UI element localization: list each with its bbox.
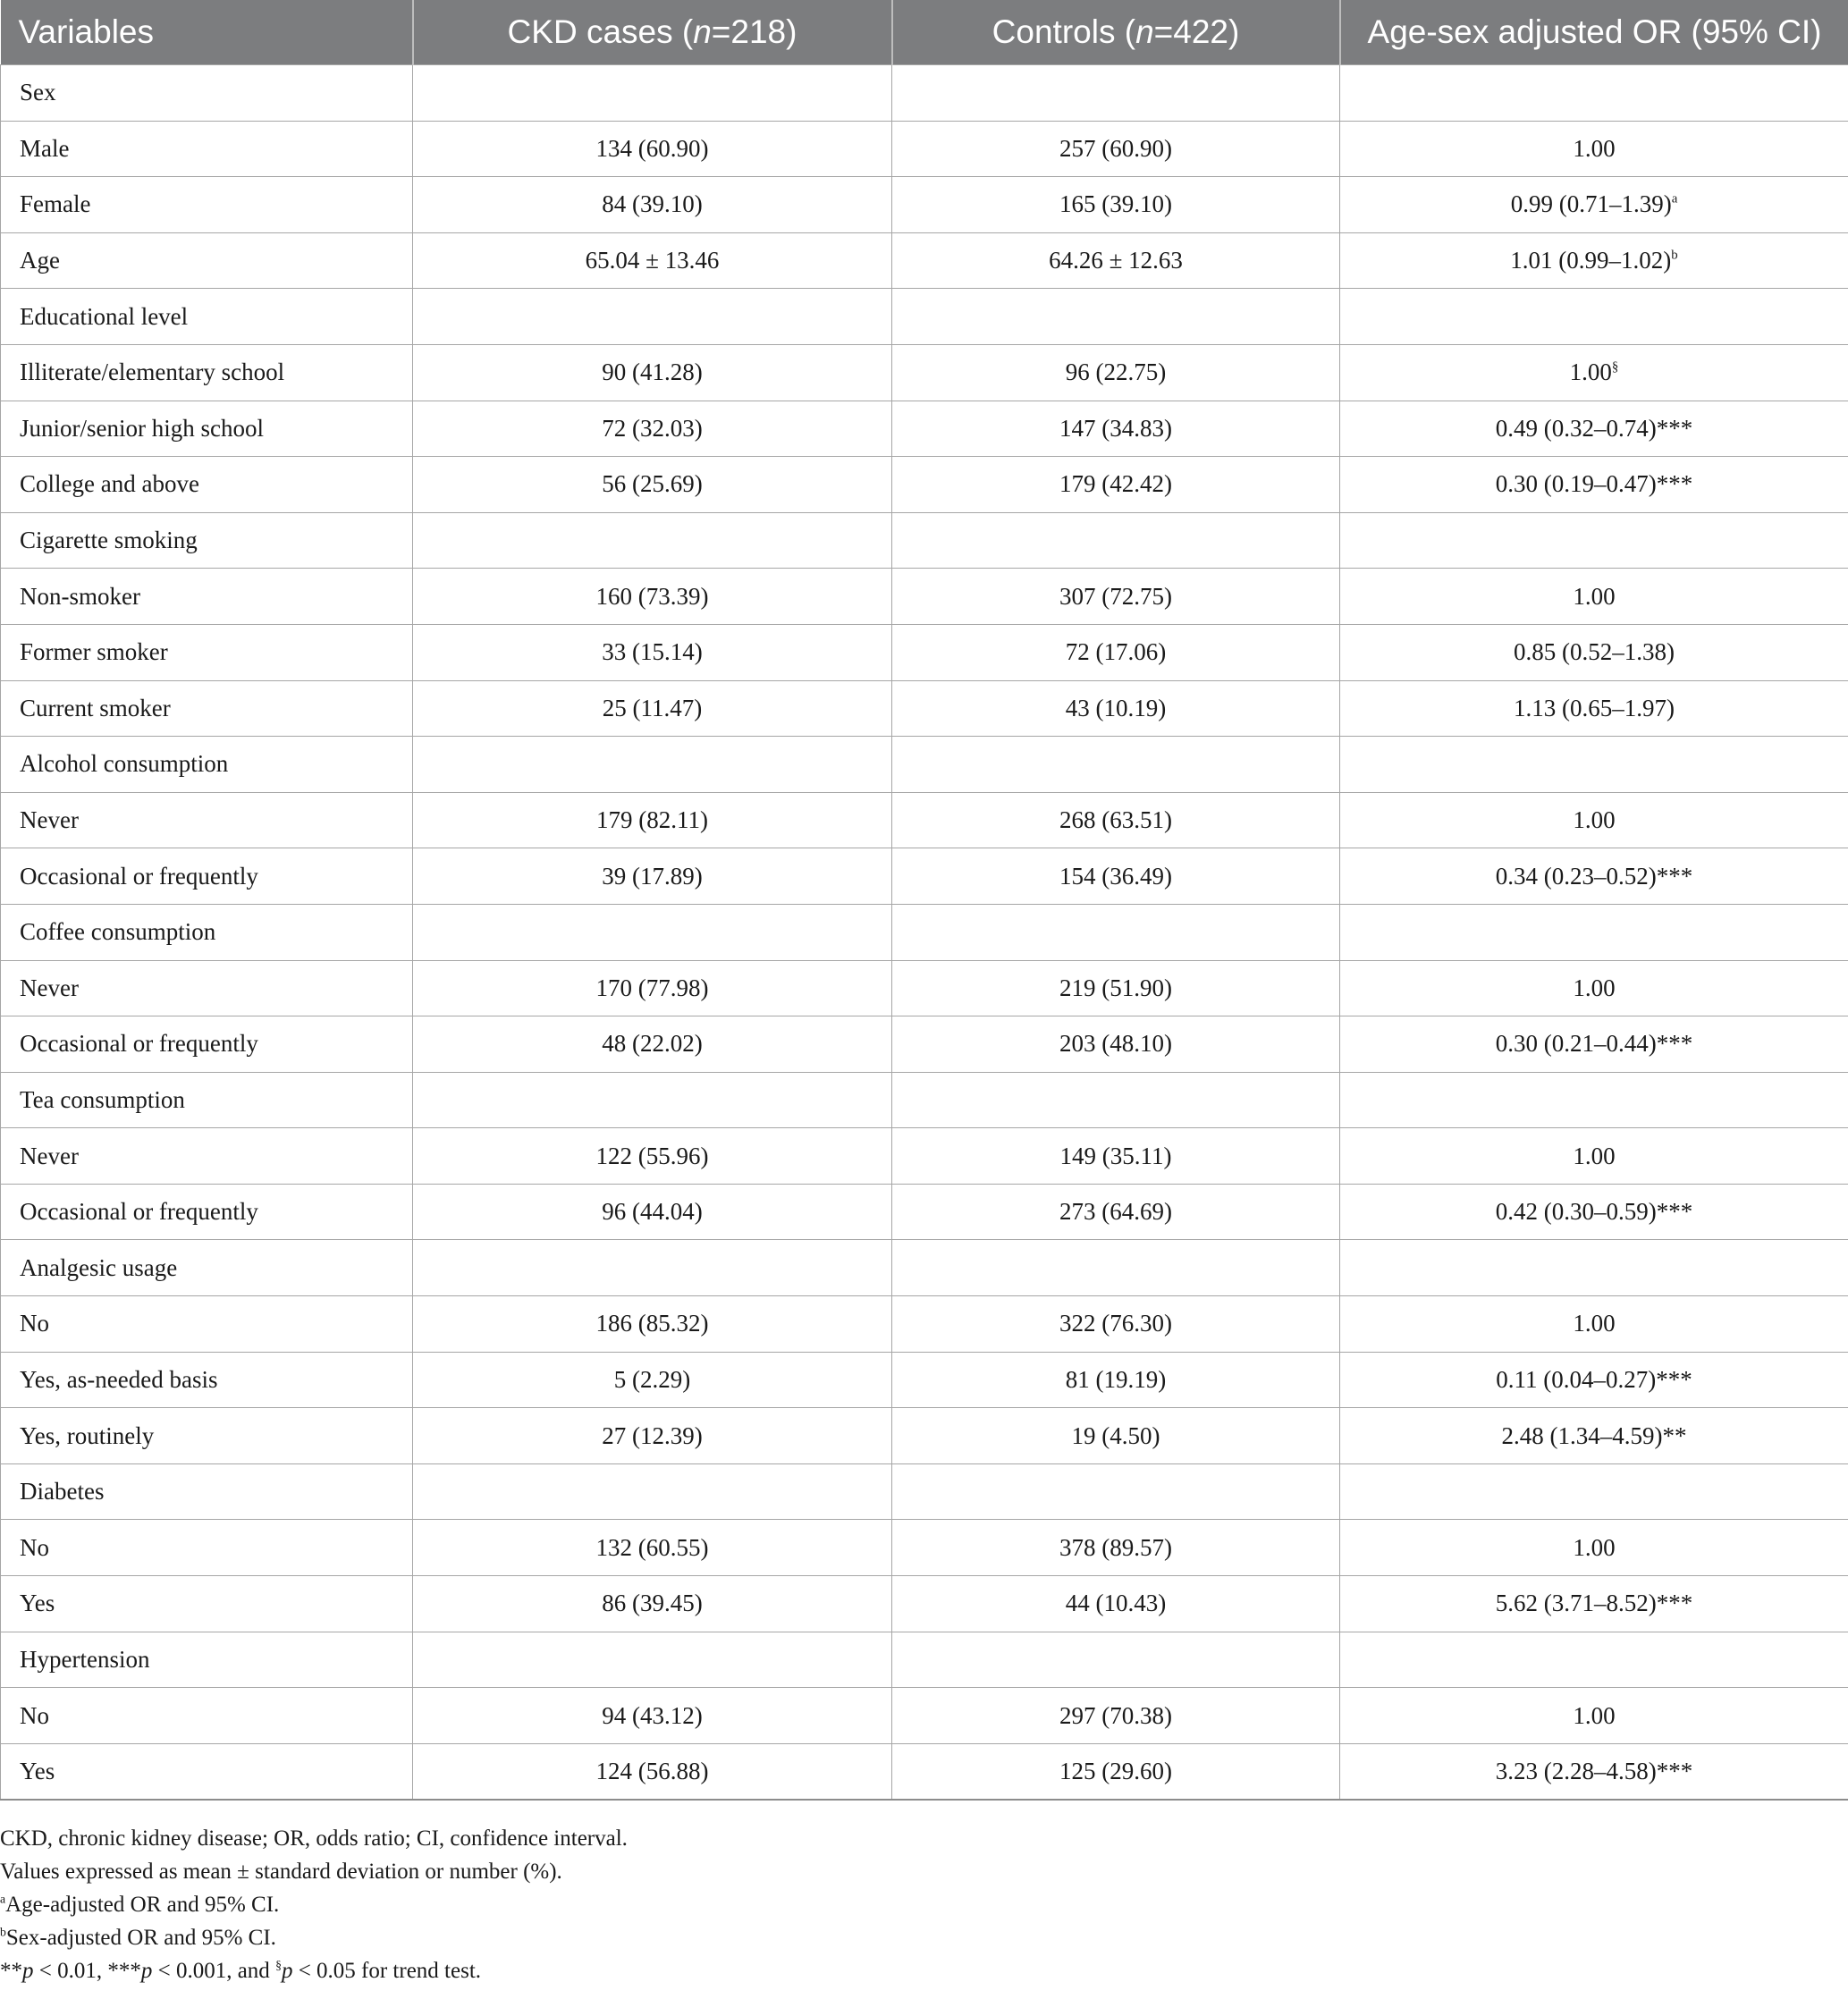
cell-controls-text: 125 (29.60) — [1059, 1758, 1172, 1785]
row-label-text: Yes — [20, 1758, 55, 1785]
footnote-a — [0, 1888, 1848, 1921]
row-label-text: Yes — [20, 1590, 55, 1617]
row-label — [1, 1184, 413, 1240]
cell-ckd-cases-text: 170 (77.98) — [595, 974, 709, 1001]
table-row — [1, 457, 1848, 513]
cell-controls-text: 179 (42.42) — [1059, 470, 1172, 498]
cell-ckd-cases — [413, 848, 892, 905]
cell-controls — [892, 1576, 1340, 1632]
cell-ckd-cases — [413, 904, 892, 960]
cell-ckd-cases-text: 86 (39.45) — [602, 1590, 703, 1617]
cell-adjusted-or — [1340, 65, 1848, 122]
cell-ckd-cases — [413, 457, 892, 513]
cell-controls — [892, 1240, 1340, 1296]
table-row — [1, 1016, 1848, 1073]
cell-controls-text: 72 (17.06) — [1065, 638, 1167, 666]
cell-controls-text: 257 (60.90) — [1059, 134, 1172, 162]
row-label-text: Current smoker — [20, 694, 171, 721]
cell-ckd-cases-text: 72 (32.03) — [602, 414, 703, 442]
row-label — [1, 1296, 413, 1353]
table-row — [1, 1184, 1848, 1240]
cell-adjusted-or-text: 0.34 (0.23–0.52) — [1495, 862, 1657, 890]
cell-adjusted-or — [1340, 289, 1848, 345]
row-label-text: Age — [20, 247, 60, 274]
cell-ckd-cases-text: 5 (2.29) — [613, 1365, 691, 1393]
cell-controls-text: 147 (34.83) — [1059, 414, 1172, 442]
cell-significance-stars: ** — [1662, 1421, 1687, 1449]
cell-ckd-cases — [413, 512, 892, 569]
cell-adjusted-or — [1340, 737, 1848, 793]
row-label-text: Alcohol consumption — [20, 750, 229, 778]
cell-adjusted-or-text: 0.49 (0.32–0.74) — [1495, 414, 1657, 442]
footnote-b-text: Sex-adjusted OR and 95% CI. — [5, 1926, 276, 1950]
row-label-text: Coffee consumption — [20, 918, 216, 946]
table-row — [1, 904, 1848, 960]
cell-adjusted-or — [1340, 232, 1848, 289]
row-label — [1, 624, 413, 680]
header-ckd-n: n — [693, 13, 712, 50]
cell-ckd-cases — [413, 121, 892, 177]
table-row — [1, 289, 1848, 345]
cell-adjusted-or — [1340, 1520, 1848, 1576]
cell-significance-stars: *** — [1656, 1365, 1692, 1393]
table-row — [1, 1520, 1848, 1576]
cell-ckd-cases — [413, 1576, 892, 1632]
footnote-sig-p2: p — [140, 1959, 153, 1983]
cell-footnote-mark: b — [1671, 248, 1678, 263]
cell-significance-stars: *** — [1656, 1030, 1693, 1058]
cell-ckd-cases — [413, 1240, 892, 1296]
footnote-values: Values expressed as mean ± standard deviation or number (%). — [0, 1860, 562, 1884]
cell-controls — [892, 569, 1340, 625]
cell-ckd-cases — [413, 401, 892, 457]
table-row — [1, 569, 1848, 625]
cell-controls — [892, 512, 1340, 569]
cell-adjusted-or-text: 1.00 — [1573, 1533, 1616, 1561]
cell-adjusted-or-text: 1.00 — [1573, 1310, 1616, 1337]
cell-ckd-cases — [413, 1688, 892, 1744]
cell-controls — [892, 401, 1340, 457]
footnote-significance — [0, 1954, 1848, 1987]
row-label — [1, 1688, 413, 1744]
header-controls — [892, 0, 1340, 65]
cell-adjusted-or — [1340, 1352, 1848, 1408]
row-label — [1, 1743, 413, 1800]
cell-ckd-cases-text: 122 (55.96) — [595, 1142, 709, 1169]
footnote-sig-t1: < 0.01, — [33, 1959, 108, 1983]
cell-significance-stars: *** — [1656, 1758, 1693, 1785]
table-body — [1, 65, 1848, 1801]
cell-ckd-cases-text: 25 (11.47) — [602, 694, 703, 721]
row-label — [1, 1576, 413, 1632]
row-label — [1, 569, 413, 625]
cell-adjusted-or-text: 0.99 (0.71–1.39) — [1510, 190, 1672, 218]
cell-controls — [892, 1408, 1340, 1464]
cell-adjusted-or-text: 3.23 (2.28–4.58) — [1495, 1758, 1657, 1785]
cell-controls-text: 297 (70.38) — [1059, 1701, 1172, 1729]
cell-adjusted-or — [1340, 680, 1848, 737]
cell-ckd-cases — [413, 1128, 892, 1185]
cell-ckd-cases — [413, 177, 892, 233]
row-label-text: Illiterate/elementary school — [20, 358, 285, 386]
cell-ckd-cases — [413, 569, 892, 625]
cell-footnote-mark: a — [1671, 192, 1678, 207]
row-label — [1, 121, 413, 177]
footnote-sig-t2: < 0.001, and — [152, 1959, 276, 1983]
header-ckd-pre: CKD cases ( — [507, 13, 694, 50]
cell-ckd-cases-text: 56 (25.69) — [602, 470, 703, 498]
cell-ckd-cases — [413, 1463, 892, 1520]
cell-adjusted-or — [1340, 1016, 1848, 1073]
cell-significance-stars: *** — [1656, 862, 1693, 890]
header-controls-pre: Controls ( — [992, 13, 1136, 50]
row-label-text: Yes, routinely — [20, 1421, 155, 1449]
cell-adjusted-or — [1340, 177, 1848, 233]
cell-adjusted-or-text: 1.00 — [1573, 974, 1616, 1001]
cell-adjusted-or — [1340, 401, 1848, 457]
cell-ckd-cases — [413, 737, 892, 793]
cell-controls-text: 149 (35.11) — [1059, 1142, 1172, 1169]
cell-controls — [892, 1632, 1340, 1688]
cell-adjusted-or — [1340, 1576, 1848, 1632]
cell-controls-text: 203 (48.10) — [1059, 1030, 1172, 1058]
cell-ckd-cases-text: 134 (60.90) — [595, 134, 709, 162]
cell-controls-text: 322 (76.30) — [1059, 1310, 1172, 1337]
row-label-text: Never — [20, 806, 79, 834]
cell-adjusted-or-text: 1.00 — [1573, 806, 1616, 834]
header-ckd-post: =218) — [711, 13, 797, 50]
cell-ckd-cases — [413, 1520, 892, 1576]
row-label — [1, 737, 413, 793]
cell-controls — [892, 624, 1340, 680]
row-label-text: Educational level — [20, 302, 189, 330]
cell-adjusted-or — [1340, 960, 1848, 1016]
cell-ckd-cases — [413, 65, 892, 122]
cell-controls — [892, 177, 1340, 233]
row-label-text: Non-smoker — [20, 582, 140, 610]
row-label-text: Tea consumption — [20, 1085, 185, 1113]
cell-adjusted-or — [1340, 512, 1848, 569]
cell-adjusted-or — [1340, 457, 1848, 513]
cell-ckd-cases-text: 48 (22.02) — [602, 1030, 703, 1058]
row-label-text: Yes, as-needed basis — [20, 1365, 218, 1393]
row-label — [1, 792, 413, 848]
cell-controls — [892, 1352, 1340, 1408]
row-label-text: No — [20, 1533, 49, 1561]
table-row — [1, 792, 1848, 848]
cell-adjusted-or — [1340, 848, 1848, 905]
cell-controls — [892, 1743, 1340, 1800]
row-label-text: No — [20, 1310, 49, 1337]
row-label-text: Junior/senior high school — [20, 414, 264, 442]
cell-adjusted-or-text: 1.00 — [1573, 134, 1616, 162]
cell-controls — [892, 1463, 1340, 1520]
cell-adjusted-or-text: 0.42 (0.30–0.59) — [1495, 1198, 1657, 1226]
cell-controls — [892, 1688, 1340, 1744]
cell-ckd-cases-text: 132 (60.55) — [595, 1533, 709, 1561]
row-label-text: College and above — [20, 470, 199, 498]
cell-controls-text: 64.26 ± 12.63 — [1049, 247, 1183, 274]
row-label-text: Cigarette smoking — [20, 527, 198, 554]
row-label — [1, 512, 413, 569]
footnote-sig-p1: p — [22, 1959, 34, 1983]
table-row — [1, 344, 1848, 401]
cell-controls-text: 268 (63.51) — [1059, 806, 1172, 834]
cell-ckd-cases — [413, 232, 892, 289]
cell-controls-text: 81 (19.19) — [1065, 1365, 1167, 1393]
cell-controls — [892, 792, 1340, 848]
row-label-text: Sex — [20, 79, 56, 106]
cell-ckd-cases-text: 33 (15.14) — [602, 638, 703, 666]
cell-ckd-cases-text: 65.04 ± 13.46 — [585, 247, 720, 274]
header-adjusted-or: Age-sex adjusted OR (95% CI) — [1340, 0, 1848, 65]
row-label — [1, 1352, 413, 1408]
table-row — [1, 1688, 1848, 1744]
row-label-text: Analgesic usage — [20, 1253, 178, 1281]
row-label — [1, 1240, 413, 1296]
cell-controls-text: 165 (39.10) — [1059, 190, 1172, 218]
cell-ckd-cases — [413, 1296, 892, 1353]
cell-ckd-cases — [413, 1016, 892, 1073]
row-label — [1, 177, 413, 233]
cell-adjusted-or-text: 1.13 (0.65–1.97) — [1514, 694, 1675, 721]
cell-significance-stars: *** — [1656, 1590, 1693, 1617]
row-label — [1, 344, 413, 401]
footnote-sig-p3: p — [281, 1959, 293, 1983]
row-label-text: Occasional or frequently — [20, 862, 258, 890]
cell-adjusted-or-text: 5.62 (3.71–8.52) — [1495, 1590, 1657, 1617]
row-label — [1, 1632, 413, 1688]
row-label — [1, 848, 413, 905]
cell-ckd-cases — [413, 1632, 892, 1688]
table-row — [1, 1128, 1848, 1185]
footnote-b-mark: b — [0, 1925, 6, 1939]
row-label — [1, 680, 413, 737]
table-row — [1, 680, 1848, 737]
cell-adjusted-or — [1340, 1408, 1848, 1464]
footnote-a-text: Age-adjusted OR and 95% CI. — [5, 1893, 280, 1917]
cell-adjusted-or — [1340, 1463, 1848, 1520]
row-label — [1, 904, 413, 960]
header-controls-post: =422) — [1153, 13, 1240, 50]
row-label — [1, 1072, 413, 1128]
cell-ckd-cases — [413, 960, 892, 1016]
cell-controls-text: 154 (36.49) — [1059, 862, 1172, 890]
cell-significance-stars: *** — [1656, 470, 1693, 498]
cell-controls — [892, 737, 1340, 793]
table-row — [1, 1408, 1848, 1464]
cell-controls — [892, 1128, 1340, 1185]
table-row — [1, 1743, 1848, 1800]
cell-controls — [892, 904, 1340, 960]
cell-ckd-cases — [413, 1352, 892, 1408]
table-row — [1, 1240, 1848, 1296]
row-label — [1, 232, 413, 289]
cell-adjusted-or — [1340, 1688, 1848, 1744]
table-row — [1, 1296, 1848, 1353]
table-row — [1, 177, 1848, 233]
footnotes — [0, 1822, 1848, 1987]
footnote-abbreviations: CKD, chronic kidney disease; OR, odds ratio; CI, confidence interval. — [0, 1826, 628, 1851]
cell-controls — [892, 1072, 1340, 1128]
table-row — [1, 1072, 1848, 1128]
row-label-text: Hypertension — [20, 1645, 150, 1673]
row-label — [1, 1128, 413, 1185]
cell-controls-text: 19 (4.50) — [1071, 1421, 1160, 1449]
cell-adjusted-or — [1340, 1184, 1848, 1240]
table-row — [1, 1632, 1848, 1688]
cell-adjusted-or-text: 0.30 (0.19–0.47) — [1495, 470, 1657, 498]
cell-adjusted-or — [1340, 1296, 1848, 1353]
cell-controls — [892, 65, 1340, 122]
row-label — [1, 289, 413, 345]
cell-ckd-cases-text: 160 (73.39) — [595, 582, 709, 610]
row-label — [1, 1016, 413, 1073]
cell-ckd-cases-text: 39 (17.89) — [602, 862, 703, 890]
cell-adjusted-or-text: 1.01 (0.99–1.02) — [1510, 247, 1672, 274]
cell-controls — [892, 121, 1340, 177]
row-label-text: Diabetes — [20, 1478, 105, 1506]
row-label-text: Never — [20, 974, 79, 1001]
cell-adjusted-or-text: 0.85 (0.52–1.38) — [1514, 638, 1675, 666]
cell-adjusted-or-text: 0.30 (0.21–0.44) — [1495, 1030, 1657, 1058]
cell-ckd-cases-text: 186 (85.32) — [595, 1310, 709, 1337]
cell-controls — [892, 680, 1340, 737]
cell-ckd-cases-text: 96 (44.04) — [602, 1198, 703, 1226]
cell-controls — [892, 344, 1340, 401]
header-row — [1, 0, 1848, 65]
cell-controls-text: 378 (89.57) — [1059, 1533, 1172, 1561]
cell-controls-text: 43 (10.19) — [1065, 694, 1167, 721]
cell-ckd-cases-text: 27 (12.39) — [602, 1421, 703, 1449]
cell-ckd-cases — [413, 1408, 892, 1464]
cell-controls — [892, 1520, 1340, 1576]
row-label-text: Former smoker — [20, 638, 168, 666]
row-label-text: Occasional or frequently — [20, 1030, 258, 1058]
cell-ckd-cases-text: 94 (43.12) — [602, 1701, 703, 1729]
cell-controls — [892, 1016, 1340, 1073]
footnote-b — [0, 1921, 1848, 1954]
row-label-text: Never — [20, 1142, 79, 1169]
cell-ckd-cases — [413, 1072, 892, 1128]
cell-adjusted-or-text: 2.48 (1.34–4.59) — [1501, 1421, 1663, 1449]
table-row — [1, 232, 1848, 289]
table-row — [1, 1463, 1848, 1520]
cell-adjusted-or — [1340, 904, 1848, 960]
cell-ckd-cases-text: 90 (41.28) — [602, 358, 703, 386]
row-label-text: Female — [20, 190, 91, 218]
cell-ckd-cases-text: 124 (56.88) — [595, 1758, 709, 1785]
footnote-sig-mark: § — [275, 1958, 282, 1972]
cell-ckd-cases — [413, 289, 892, 345]
row-label — [1, 1520, 413, 1576]
table-row — [1, 1352, 1848, 1408]
cell-controls-text: 44 (10.43) — [1065, 1590, 1167, 1617]
footnote-a-mark: a — [0, 1892, 6, 1906]
cell-ckd-cases — [413, 1184, 892, 1240]
header-variables: Variables — [1, 0, 413, 65]
cell-adjusted-or — [1340, 569, 1848, 625]
cell-adjusted-or — [1340, 121, 1848, 177]
table-row — [1, 737, 1848, 793]
table-row — [1, 512, 1848, 569]
header-ckd-cases — [413, 0, 892, 65]
row-label-text: Male — [20, 134, 70, 162]
cell-adjusted-or-text: 1.00 — [1573, 582, 1616, 610]
cell-adjusted-or-text: 0.11 (0.04–0.27) — [1496, 1365, 1657, 1393]
table-row — [1, 121, 1848, 177]
cell-significance-stars: *** — [1656, 414, 1693, 442]
cell-ckd-cases — [413, 1743, 892, 1800]
cell-adjusted-or — [1340, 1072, 1848, 1128]
row-label — [1, 1463, 413, 1520]
cell-controls-text: 307 (72.75) — [1059, 582, 1172, 610]
cell-controls — [892, 289, 1340, 345]
cell-controls-text: 219 (51.90) — [1059, 974, 1172, 1001]
cell-adjusted-or — [1340, 792, 1848, 848]
table-row — [1, 401, 1848, 457]
row-label — [1, 1408, 413, 1464]
row-label-text: Occasional or frequently — [20, 1198, 258, 1226]
cell-ckd-cases — [413, 680, 892, 737]
cell-significance-stars: *** — [1656, 1198, 1693, 1226]
cell-adjusted-or-text: 1.00 — [1573, 1701, 1616, 1729]
table-row — [1, 848, 1848, 905]
cell-ckd-cases — [413, 344, 892, 401]
cell-ckd-cases-text: 84 (39.10) — [602, 190, 703, 218]
cell-adjusted-or — [1340, 1240, 1848, 1296]
cell-controls — [892, 960, 1340, 1016]
cell-adjusted-or — [1340, 1128, 1848, 1185]
header-controls-n: n — [1135, 13, 1154, 50]
cell-controls — [892, 457, 1340, 513]
cell-adjusted-or — [1340, 344, 1848, 401]
cell-ckd-cases — [413, 792, 892, 848]
cell-controls — [892, 232, 1340, 289]
table-row — [1, 1576, 1848, 1632]
cell-footnote-mark: § — [1611, 359, 1619, 375]
table-row — [1, 65, 1848, 122]
cell-adjusted-or — [1340, 1743, 1848, 1800]
footnote-sig-t3: < 0.05 for trend test. — [292, 1959, 482, 1983]
footnote-sig-stars2: ** — [0, 1959, 22, 1983]
row-label — [1, 457, 413, 513]
footnote-sig-stars3: *** — [107, 1959, 141, 1983]
row-label — [1, 401, 413, 457]
cell-controls-text: 273 (64.69) — [1059, 1198, 1172, 1226]
row-label — [1, 960, 413, 1016]
cell-ckd-cases-text: 179 (82.11) — [596, 806, 708, 834]
cell-adjusted-or — [1340, 624, 1848, 680]
cell-adjusted-or-text: 1.00 — [1573, 1142, 1616, 1169]
row-label-text: No — [20, 1701, 49, 1729]
cell-adjusted-or-text: 1.00 — [1569, 358, 1612, 386]
cell-controls — [892, 848, 1340, 905]
table-row — [1, 960, 1848, 1016]
cell-controls — [892, 1184, 1340, 1240]
table-row — [1, 624, 1848, 680]
cell-adjusted-or — [1340, 1632, 1848, 1688]
cell-controls — [892, 1296, 1340, 1353]
cell-ckd-cases — [413, 624, 892, 680]
row-label — [1, 65, 413, 122]
cell-controls-text: 96 (22.75) — [1065, 358, 1167, 386]
